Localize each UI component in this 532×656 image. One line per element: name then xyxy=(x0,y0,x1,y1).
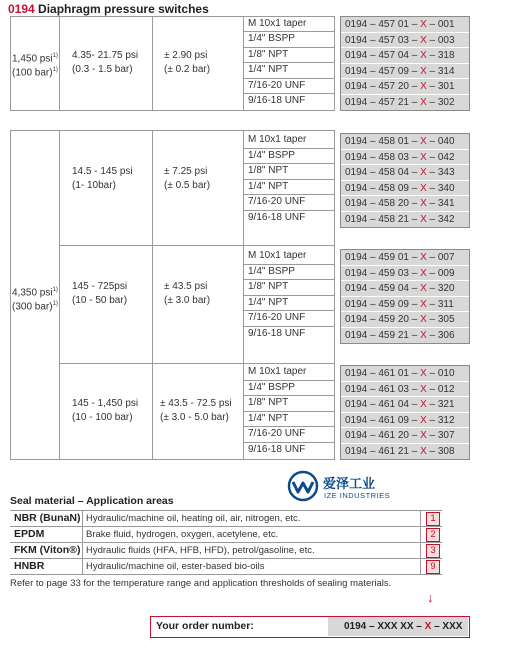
connection-type: 9/16-18 UNF xyxy=(248,443,306,455)
part-number: 0194 – 461 01 – X – 010 xyxy=(341,366,469,382)
connection-type: 7/16-20 UNF xyxy=(244,79,335,95)
seal-row xyxy=(10,511,442,527)
part-number: 0194 – 457 09 – X – 314 xyxy=(341,64,469,80)
title-code: 0194 xyxy=(8,2,35,16)
range-metric: (1- 10bar) xyxy=(72,180,116,191)
title-text: Diaphragm pressure switches xyxy=(38,2,209,16)
range-value: 4.35- 21.75 psi xyxy=(72,50,139,61)
company-logo-icon xyxy=(287,470,319,502)
part-number: 0194 – 458 09 – X – 340 xyxy=(341,181,469,197)
connection-type: 1/4" NPT xyxy=(244,180,335,196)
hysteresis-metric: (± 3.0 bar) xyxy=(164,295,211,306)
page-title xyxy=(8,2,209,16)
range-value: 145 - 725psi xyxy=(72,281,128,292)
max-pressure-metric: (100 bar)$^{1)}$ xyxy=(12,67,58,79)
connection-type: M 10x1 taper xyxy=(244,249,335,265)
seal-row xyxy=(10,559,442,575)
connection-type: 7/16-20 UNF xyxy=(244,195,335,211)
max-pressure-metric: (300 bar)$^{1)}$ xyxy=(12,301,58,313)
part-number-list xyxy=(340,365,470,460)
hysteresis-value: ± 43.5 - 72.5 psi xyxy=(160,398,232,409)
seal-application: Hydraulic fluids (HFA, HFB, HFD), petrol/gasoline, etc. xyxy=(86,545,315,556)
range-metric: (10 - 50 bar) xyxy=(72,295,128,306)
arrow-down-icon: ↓ xyxy=(427,590,434,605)
part-number: 0194 – 459 04 – X – 320 xyxy=(341,281,469,297)
part-number: 0194 – 459 09 – X – 311 xyxy=(341,297,469,313)
connection-type: 9/16-18 UNF xyxy=(248,211,306,223)
part-number: 0194 – 457 20 – X – 301 xyxy=(341,79,469,95)
connection-type: 1/4" BSPP xyxy=(244,381,335,397)
part-number: 0194 – 461 03 – X – 012 xyxy=(341,382,469,398)
seal-application: Hydraulic/machine oil, ester-based bio-oils xyxy=(86,561,265,572)
seal-material: FKM (Viton®) xyxy=(14,544,81,556)
part-number: 0194 – 458 03 – X – 042 xyxy=(341,150,469,166)
seal-application: Brake fluid, hydrogen, oxygen, acetylene, etc. xyxy=(86,529,279,540)
part-number: 0194 – 459 21 – X – 306 xyxy=(345,329,455,341)
range-value: 14.5 - 145 psi xyxy=(72,166,133,177)
connection-type: 1/4" NPT xyxy=(244,296,335,312)
part-number: 0194 – 461 20 – X – 307 xyxy=(341,428,469,444)
connection-type: 1/4" BSPP xyxy=(244,265,335,281)
hysteresis-value: ± 7.25 psi xyxy=(164,166,208,177)
hysteresis-value: ± 2.90 psi xyxy=(164,50,208,61)
part-number: 0194 – 459 20 – X – 305 xyxy=(341,312,469,328)
logo-text-en: IZE INDUSTRIES xyxy=(324,491,391,500)
connection-type: 7/16-20 UNF xyxy=(244,427,335,443)
part-number: 0194 – 457 21 – X – 302 xyxy=(345,96,455,108)
order-number-label: Your order number: xyxy=(156,620,254,632)
seal-code: 1 xyxy=(426,512,440,526)
max-pressure: 4,350 psi$^{1)}$ xyxy=(12,287,58,299)
temperature-note: Refer to page 33 for the temperature range and application thresholds of sealing materials. xyxy=(10,578,392,589)
part-number: 0194 – 457 03 – X – 003 xyxy=(341,33,469,49)
part-number: 0194 – 461 21 – X – 308 xyxy=(345,445,455,457)
max-pressure: 1,450 psi$^{1)}$ xyxy=(12,53,58,65)
seal-table xyxy=(10,510,442,575)
part-number: 0194 – 461 04 – X – 321 xyxy=(341,397,469,413)
hysteresis-metric: (± 0.5 bar) xyxy=(164,180,211,191)
connection-type: 1/8" NPT xyxy=(244,280,335,296)
seal-material: EPDM xyxy=(14,528,45,540)
connection-type: 1/8" NPT xyxy=(244,396,335,412)
connection-type: 7/16-20 UNF xyxy=(244,311,335,327)
part-number: 0194 – 457 01 – X – 001 xyxy=(341,17,469,33)
part-number: 0194 – 459 03 – X – 009 xyxy=(341,266,469,282)
connection-type: 1/8" NPT xyxy=(244,164,335,180)
range-metric: (10 - 100 bar) xyxy=(72,412,133,423)
connection-type: 1/4" BSPP xyxy=(244,32,335,48)
order-number-box xyxy=(150,616,470,638)
hysteresis-value: ± 43.5 psi xyxy=(164,281,208,292)
range-value: 145 - 1,450 psi xyxy=(72,398,139,409)
seal-material: HNBR xyxy=(14,560,45,572)
range-metric: (0.3 - 1.5 bar) xyxy=(72,64,133,75)
connection-type: 1/4" NPT xyxy=(244,63,335,79)
part-number: 0194 – 457 04 – X – 318 xyxy=(341,48,469,64)
seal-material: NBR (BunaN) xyxy=(14,512,81,524)
part-number: 0194 – 458 01 – X – 040 xyxy=(341,134,469,150)
seal-code: 2 xyxy=(426,528,440,542)
part-number: 0194 – 458 21 – X – 342 xyxy=(345,213,455,225)
seal-row xyxy=(10,543,442,559)
connection-type: 9/16-18 UNF xyxy=(248,95,306,106)
order-number-value: 0194 – XXX XX – X – XXX xyxy=(328,617,468,636)
seal-code: 3 xyxy=(426,544,440,558)
hysteresis-metric: (± 3.0 - 5.0 bar) xyxy=(160,412,229,423)
connection-type: 1/4" NPT xyxy=(244,412,335,428)
part-number-list xyxy=(340,133,470,228)
connection-type: M 10x1 taper xyxy=(244,17,335,33)
connection-type: M 10x1 taper xyxy=(244,365,335,381)
part-number: 0194 – 458 04 – X – 343 xyxy=(341,165,469,181)
hysteresis-metric: (± 0.2 bar) xyxy=(164,64,211,75)
part-number-list xyxy=(340,16,470,111)
connection-type: M 10x1 taper xyxy=(244,133,335,149)
seal-section-title: Seal material – Application areas xyxy=(10,495,174,507)
part-number: 0194 – 459 01 – X – 007 xyxy=(341,250,469,266)
connection-type: 9/16-18 UNF xyxy=(248,327,306,339)
part-number: 0194 – 458 20 – X – 341 xyxy=(341,196,469,212)
connection-type: 1/8" NPT xyxy=(244,48,335,64)
part-number-list xyxy=(340,249,470,344)
seal-application: Hydraulic/machine oil, heating oil, air, nitrogen, etc. xyxy=(86,513,301,524)
part-number: 0194 – 461 09 – X – 312 xyxy=(341,413,469,429)
seal-code: 9 xyxy=(426,560,440,574)
seal-row xyxy=(10,527,442,543)
connection-type: 1/4" BSPP xyxy=(244,149,335,165)
logo-text-zh: 爱泽工业 xyxy=(323,476,376,491)
